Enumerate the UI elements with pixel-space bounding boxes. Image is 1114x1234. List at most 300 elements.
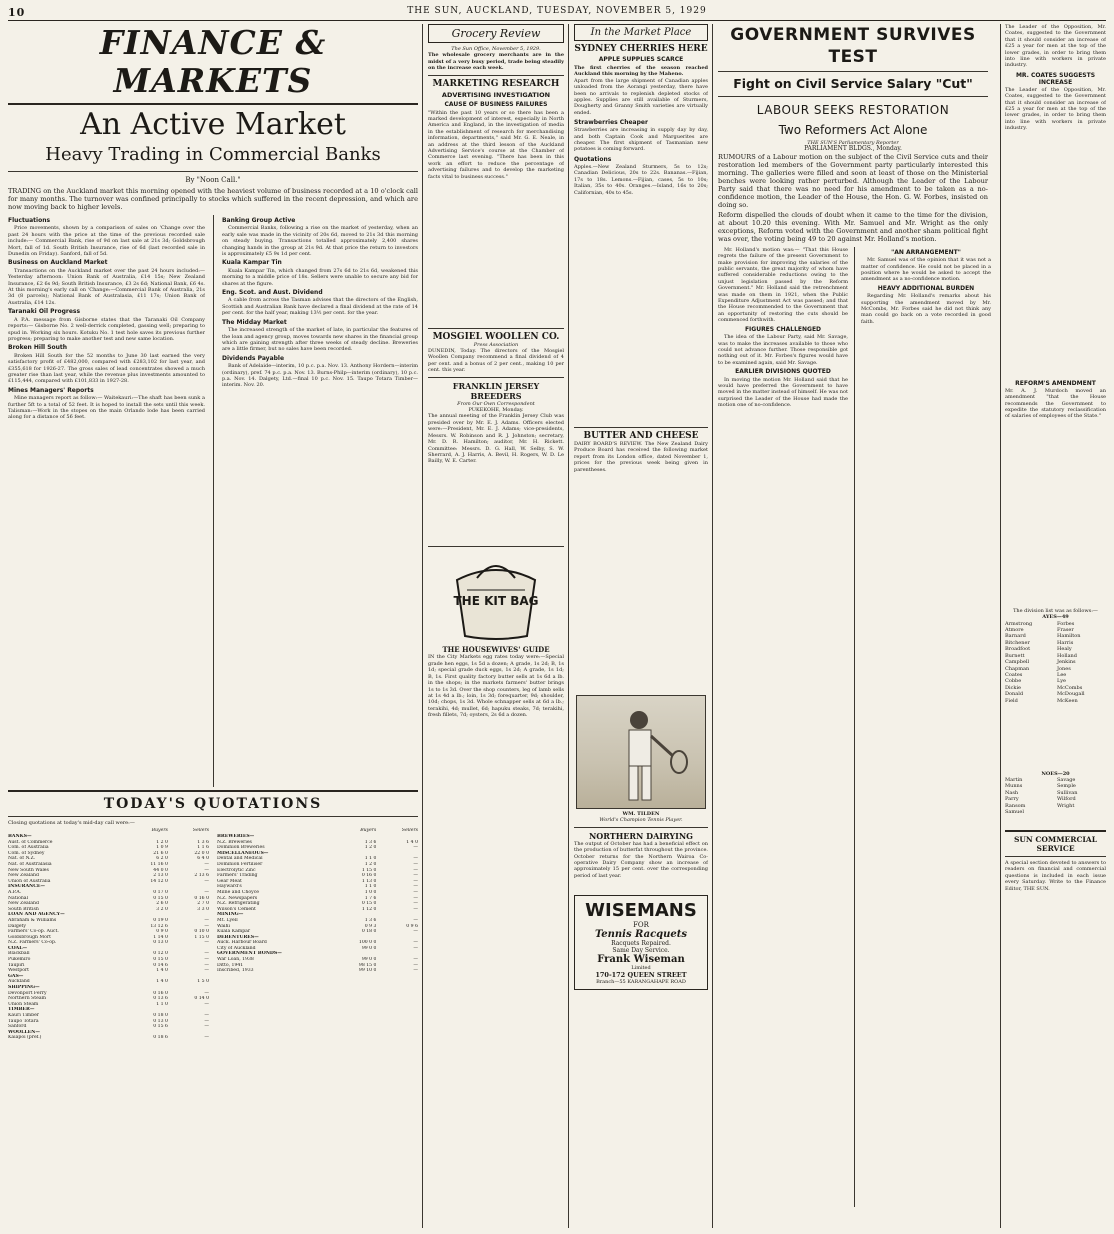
division-member: Lye <box>1057 678 1067 685</box>
quotations-stock: Com. of Sydney <box>8 850 45 856</box>
quotations-price: 22 0 0 <box>194 850 209 856</box>
quotations-price: — <box>413 940 418 946</box>
quotations-stock: Devonport Ferry <box>8 990 47 996</box>
section-title: Fluctuations <box>8 217 51 224</box>
paper-title: THE SUN, AUCKLAND, TUESDAY, NOVEMBER 5, 1929 <box>407 6 707 16</box>
mosgiel-title: MOSGIEL WOOLLEN CO. <box>432 331 560 342</box>
quotations-price: 1 1 0 <box>364 856 377 862</box>
quotations-stock: Gear Meat <box>217 878 242 884</box>
quotations-price: 0 18 0 <box>361 929 377 935</box>
quotations-price: 0 13 0 <box>153 940 168 946</box>
quotations-price: 21 6 0 <box>153 850 168 856</box>
quotations-stock: Dominion Fertiliser <box>217 861 263 867</box>
division-member: Healy <box>1057 646 1072 653</box>
quotations-price: 0 13 0 <box>153 1018 168 1024</box>
quotations-price: 1 1 6 <box>197 845 209 851</box>
market-place-header: In the Market Place <box>574 24 708 41</box>
commercial-rule-2 <box>1005 856 1106 857</box>
quotations-stock: N.Z. Breweries <box>217 839 252 845</box>
section-title: Quotations <box>574 155 612 163</box>
quotations-price: — <box>413 929 418 935</box>
division-member: Lee <box>1057 671 1067 678</box>
quotations-stock: New South Wales <box>8 867 49 873</box>
division-member: Savage <box>1057 777 1076 784</box>
government-subheadline: Fight on Civil Service Salary "Cut" <box>733 76 973 91</box>
tilden-photo <box>576 695 706 809</box>
division-member: Donald <box>1005 691 1024 698</box>
quotations-price: — <box>413 889 418 895</box>
quotations-price: 0 13 6 <box>153 996 168 1002</box>
division-member: Campbell <box>1005 659 1030 666</box>
commercial-service-title: SUN COMMERCIAL SERVICE <box>1013 835 1098 854</box>
section-title: Eng. Scot. and Aust. Dividend <box>221 289 323 297</box>
section-title: Taranaki Oil Progress <box>8 308 81 316</box>
kitbag-title: THE HOUSEWIVES' GUIDE <box>442 645 550 655</box>
division-member: Semple <box>1057 783 1076 790</box>
section-body: Kuala Kampar Tin, which changed from 27s 6d to 21s 6d, weakened this morning to a middle price of 18s. Sellers were unable to secure any bid for shares at the figure. <box>221 267 418 287</box>
section-title: HEAVY ADDITIONAL BURDEN <box>877 284 975 292</box>
butter-title: BUTTER AND CHEESE <box>583 430 699 441</box>
government-col-b <box>861 247 991 1207</box>
quotations-rule-2 <box>8 816 418 817</box>
quotations-stock: Farmers' Co-op. Auct. <box>8 929 59 935</box>
quotations-price: — <box>204 1024 209 1030</box>
quotations-price: 6 4 0 <box>197 856 209 862</box>
quotations-price: 0 15 0 <box>153 957 168 963</box>
quotations-price: — <box>413 867 418 873</box>
franklin-title: FRANKLIN JERSEY BREEDERS <box>452 380 540 401</box>
section-body: Commercial Banks, following a rise on the market of yesterday, when an early sale was made in the vicinity of 20s 6d, moved to 21s 3d this morning on steady buying. Transactions totalled approximately 2,400 shares changing hands in the group at 21s 9d. At that price the return to investors is approximately £5 9s 1d per cent. <box>221 225 418 258</box>
noes-title: NOES—20 <box>1041 770 1070 777</box>
quotations-stock: Waihi <box>217 923 230 929</box>
quotations-table <box>8 828 418 1228</box>
section-title: Mines Managers' Reports <box>8 386 94 394</box>
section-body: A cable from across the Tasman advises that the directors of the English, Scottish and Australian Bank have declared a final dividend at the rate of 14 per cent. for the half year, making 13½ per cent. for the year. <box>221 297 418 317</box>
quotations-price: 1 14 0 <box>153 934 168 940</box>
quotations-stock: Hayward's <box>217 884 242 890</box>
tennis-player-illustration <box>577 696 705 808</box>
quotations-price: 0 9 3 <box>364 923 377 929</box>
ad-brand: WISEMANS <box>585 899 697 921</box>
quotations-price: 99 0 0 <box>361 945 377 951</box>
finance-banner: FINANCE & MARKETS <box>99 24 327 100</box>
division-member: Coates <box>1005 671 1023 678</box>
section-title: Banking Group Active <box>221 217 296 224</box>
kitbag-logo <box>437 550 555 642</box>
quotations-stock: N.Z. Farmers' Co-op. <box>8 940 57 946</box>
quotations-price: — <box>413 884 418 890</box>
quotations-stock: New Zealand <box>8 873 39 879</box>
finance-lead: TRADING on the Auckland market this morning opened with the heaviest volume of business recorded at a 10 o'clock call for many months. The turnover was confined principally to stocks which suffered in the recent depression, and which are now moving back to higher levels. <box>8 187 418 211</box>
quotations-stock: Auckland <box>8 979 30 985</box>
quotations-stock: N.Z. Refrigerating <box>217 901 260 907</box>
quotations-price: 100 0 0 <box>358 940 377 946</box>
quotations-price: 1 3 6 <box>364 839 377 845</box>
government-deck: LABOUR SEEKS RESTORATION <box>756 103 950 117</box>
quotations-price: 0 18 6 <box>153 1035 168 1041</box>
division-member: Nash <box>1005 789 1019 796</box>
division-member: Dickie <box>1005 684 1021 691</box>
market-place-body: Apart from the large shipment of Canadian apples unloaded from the Aorangi yesterday, there have been no arrivals to replenish depleted stocks of apples. Supplies are still available of Sturmers, Dougherty and Granny Smith varieties are virtually ended. <box>574 77 708 116</box>
ad-branch: Branch—55 KARANGAHAPE ROAD <box>596 978 686 985</box>
quotations-stock: Blackball <box>8 951 30 957</box>
grocery-header: Grocery Review <box>428 24 564 43</box>
finance-rule-mid <box>8 171 418 172</box>
division-member: Samuel <box>1005 809 1024 816</box>
quotations-price: 1 7 6 <box>364 895 377 901</box>
quotations-price: 0 17 0 <box>153 889 168 895</box>
quotations-stock: Abraham & Williams <box>8 917 57 923</box>
quotations-stock: Pukemiro <box>8 957 31 963</box>
section-body: Broken Hill South for the 52 months to June 30 last earned the very satisfactory profit of £482,000, compared with £283,102 for last year, and £355,618 for 1926-27. The gross sales of lead concentrates showed a much greater rise than last year, while the revenue plus investments amounted to £115,444, compared with £101,833 in 1927-28. <box>8 352 205 385</box>
quotations-group-name: SHIPPING— <box>8 985 40 991</box>
quotations-price: 3 2 0 <box>156 906 168 912</box>
quotations-price: 1 0 0 <box>364 889 377 895</box>
division-member: Broadfoot <box>1005 646 1031 653</box>
finance-headline: An Active Market <box>80 107 346 142</box>
division-member: Ransom <box>1005 802 1026 809</box>
quotations-price: 0 15 6 <box>153 1024 168 1030</box>
quotations-price: 0 12 0 <box>153 951 168 957</box>
quotations-title: TODAY'S QUOTATIONS <box>103 796 323 812</box>
quotations-price: 1 12 0 <box>361 906 377 912</box>
grocery-lead: The wholesale grocery merchants are in the midst of a very busy period, trade being steadily on the increase each week. <box>428 52 564 72</box>
ad-product: Tennis Racquets <box>594 928 688 940</box>
market-place-title: SYDNEY CHERRIES HERE <box>574 44 708 54</box>
quotations-stock: Inscribed, 1933 <box>217 968 254 974</box>
quotations-group-name: WOOLLEN— <box>8 1029 40 1035</box>
quotations-rule <box>8 790 418 792</box>
quotations-column-header: Buyers <box>151 828 168 834</box>
quotations-price: 1 2 0 <box>364 861 377 867</box>
quotations-price: — <box>413 962 418 968</box>
quotations-price: 1 15 0 <box>361 867 377 873</box>
commercial-service-body: A special section devoted to answers to readers on financial and commercial questions is included in each issue every Saturday. Write to the Finance Editor, THE SUN. <box>1005 860 1106 892</box>
section-body: The increased strength of the market of late, in particular the features of the loan and agency group, moves towards new shares in the financial group which are gaining strength after three weeks of steady decline. Breweries are a little firmer, but no sales have been recorded. <box>221 327 418 353</box>
quotations-row <box>217 968 418 974</box>
quotations-price: 0 9 6 <box>406 923 418 929</box>
section-title: Broken Hill South <box>8 344 68 352</box>
division-member: Barnard <box>1005 633 1026 640</box>
section-body-ext: The Leader of the Opposition, Mr. Coates, suggested to the Government that it should consider an increase of £25 a year for men at the top of the lower grades, in order to bring them into line with workers in private industry. <box>1005 86 1106 132</box>
quotations-price: — <box>413 856 418 862</box>
quotations-price: — <box>413 845 418 851</box>
gov-rule <box>718 71 988 72</box>
government-lead: RUMOURS of a Labour motion on the subject of the Civil Service cuts and their restoration led members of the Government party particularly interested this morning. The galleries were filled and soon at least of those on the Ministerial benches were looking rather perturbed. Although the Leader of the Labour Party said that there was no need for his amendment to be taken as a no-confidence motion, the Leader of the House, the Hon. G. W. Forbes, insisted on doing so. <box>718 152 988 209</box>
section-body: Transactions on the Auckland market over the past 24 hours included:— Yesterday afternoon: Union Bank of Australia, £14 15s; New Zealand Insurance, £2 6s 9d; South British Insurance, £3 2s 6d; National Bank, £6 4s. At this morning's early call on 'Change:—Commercial Bank of Australia, 21s 3d (8 parcels); National Bank of Australasia, £11 17s; Union Bank of Australia, £14 12s. <box>8 267 205 306</box>
commercial-rule <box>1005 830 1106 832</box>
quotations-price: 98 15 0 <box>358 962 377 968</box>
quotations-price: — <box>204 940 209 946</box>
division-member: Harris <box>1057 639 1074 646</box>
quotations-price: 11 16 0 <box>150 861 168 867</box>
quotations-price: 2 7 0 <box>197 901 209 907</box>
quotations-group-name: GOVERNMENT BONDS— <box>217 951 282 957</box>
quotations-stock: Aust. of Commerce <box>8 839 53 845</box>
quotations-price: — <box>413 873 418 879</box>
division-member: Fraser <box>1057 627 1074 634</box>
quotations-price: 1 2 0 <box>156 839 168 845</box>
division-member: Atmore <box>1005 627 1024 634</box>
quotations-group-name: MISCELLANEOUS— <box>217 850 269 856</box>
section-body: Strawberries are increasing in supply day by day, and both Captain Cook and Marguerites are cheaper. The first shipment of Tasmanian new potatoes is coming forward. <box>574 127 708 153</box>
ad-address: 170-172 QUEEN STREET <box>595 970 687 979</box>
wisemans-ad[interactable] <box>574 895 708 990</box>
quotations-price: — <box>204 867 209 873</box>
government-byline: THE SUN'S Parliamentary Reporter <box>807 140 899 146</box>
quotations-group-name: INSURANCE— <box>8 884 46 890</box>
franklin-dateline: PUKEKOHE, Monday. <box>468 407 524 414</box>
quotations-price: 0 19 0 <box>153 917 168 923</box>
quotations-price: 0 10 0 <box>194 929 209 935</box>
division-member: McKeen <box>1057 697 1078 704</box>
quotations-grid <box>8 828 209 1041</box>
quotations-price: 1 0 9 <box>156 845 168 851</box>
section-title: Kuala Kampar Tin <box>221 259 282 267</box>
photo-caption-name: WM. TILDEN <box>622 810 660 817</box>
column-rule <box>712 24 713 1228</box>
quotations-column-header: Sellers <box>192 828 209 834</box>
division-member: Jones <box>1057 665 1071 672</box>
quotations-stock: Dental and Medical <box>217 856 263 862</box>
government-section <box>718 24 1106 1228</box>
quotations-price: 14 12 0 <box>150 878 168 884</box>
quotations-stock: Milne and Choyce <box>217 889 260 895</box>
quotations-stock: Nat. of Australasia <box>8 861 52 867</box>
finance-col-divider <box>213 215 214 787</box>
quotations-price: — <box>204 861 209 867</box>
quotations-price: — <box>413 917 418 923</box>
ad-line2: Same Day Service. <box>612 946 670 954</box>
quotations-price: 6 2 0 <box>156 856 168 862</box>
quotations-price: — <box>413 906 418 912</box>
quotations-stock: Goldsbrough Mort <box>8 934 51 940</box>
quotations-stock: Kauri Timber <box>8 1013 39 1018</box>
quotations-price: — <box>204 889 209 895</box>
quotations-row <box>8 1035 209 1041</box>
quotations-stock: Kuala Kampar <box>217 929 251 935</box>
quotations-column-header: Sellers <box>401 828 418 834</box>
ad-limited: Limited <box>631 964 651 971</box>
grocery-rule <box>428 75 564 76</box>
quotations-price: 99 10 0 <box>358 968 377 974</box>
division-member: Forbes <box>1057 620 1075 627</box>
section-title: EARLIER DIVISIONS QUOTED <box>735 368 831 376</box>
division-column <box>1005 777 1053 827</box>
division-member: Wright <box>1057 802 1075 809</box>
ad-for: FOR <box>633 920 649 929</box>
division-member: Wilford <box>1057 796 1076 803</box>
quotations-price: 44 0 0 <box>153 867 168 873</box>
government-body: Mr. Holland's motion was:— "That this House regrets the failure of the present Government to make provision for improving the salaries of the public servants, the great majority of whom have suffered considerable reductions owing to the unjust legislation passed by the Reform Government." Mr. Holland said the retrenchment was made on them in 1921, when the Public Expenditure Adjustment Act was passed; and that the House recommended to the Government that an opportunity of restoring the cuts should be commenced forthwith. <box>718 246 848 324</box>
finance-section <box>8 24 418 1228</box>
quotations-stock: Nat. of N.Z. <box>8 856 36 862</box>
finance-col-right <box>222 215 418 787</box>
quotations-price: — <box>204 951 209 957</box>
quotations-grid <box>217 828 418 973</box>
section-body: Mine managers report as follow:— Waitekauri:—The shaft has been sunk a further 5ft to a total of 52 feet. It is hoped to install the sets until this week. Talisman:—Work in the stopes on the main Orlando lode has been carried along for a distance of 56 feet. <box>8 395 205 421</box>
quotations-stock: Kaiapoi (pref.) <box>8 1035 42 1041</box>
market-rule-2 <box>574 827 708 828</box>
quotations-price: 0 18 0 <box>153 1013 168 1018</box>
division-member: Bitchener <box>1005 639 1030 646</box>
finance-columns <box>8 215 418 787</box>
quotations-price: — <box>204 923 209 929</box>
quotations-column-header: Buyers <box>360 828 377 834</box>
division-member: Field <box>1005 697 1018 704</box>
section-body: Apples.—New Zealand Sturmers, 5s to 12s; Canadian Delicious, 20s to 22s. Bananas.—Fijian, 17s to 18s. Lemons.—Fijian, cases, 5s to 10s; Italian, 35s to 40s. Oranges.—Island, 16s to 20s; Californian, 40s to 45s. <box>574 163 708 196</box>
marketing-body: "Within the past 10 years or so there has been a marked development of interest, especially in North America and England, in the investigation of media in the establishment of research for merchandising information, departments," said Mr. G. E. Neale, in an address at the third lesson of the Auckland Advertising Service's course at the Chamber of Commerce last evening. "There has been in this work an effort to reduce the percentage of advertising failures and to develop the marketing facts vital to business success." <box>428 109 564 180</box>
quotations-price: — <box>413 901 418 907</box>
division-column <box>1005 621 1053 771</box>
quotations-col <box>8 828 209 1228</box>
division-column <box>1057 621 1105 771</box>
quotations-price: 1 3 6 <box>364 917 377 923</box>
grocery-rule-3 <box>428 377 564 378</box>
government-col-c <box>1000 24 1106 1228</box>
northern-dairying-body: The output of October has had a beneficial effect on the production of butterfat throughout the province. October returns for the Northern Wairoa Co-operative Dairy Company show an increase of approximately 15 per cent. over the corresponding period of last year. <box>574 840 708 879</box>
division-member: Cobbe <box>1005 678 1022 685</box>
quotations-price: — <box>204 968 209 974</box>
division-member: Parry <box>1005 796 1019 803</box>
quotations-stock: City of Auckland <box>217 945 256 951</box>
quotations-stock: Northern Steam <box>8 996 46 1002</box>
section-body: A P.A. message from Gisborne states that the Taranaki Oil Company reports:— Gisborne No. 2 well-derrick completed, gassing well; preparing to spud in. Working six hours. Kotuku No. 1 test hole saves its previous further progress; preparing to make another test and new same location. <box>8 316 205 342</box>
quotations-price: 1 1 0 <box>156 1001 168 1007</box>
quotations-group-name: BANKS— <box>8 834 32 839</box>
ayes-title: AYES—49 <box>1042 614 1069 621</box>
section-title: Strawberries Cheaper <box>574 119 648 127</box>
quotations-price: — <box>204 962 209 968</box>
quotations-price: — <box>413 861 418 867</box>
quotations-price: 1 5 0 <box>197 979 209 985</box>
quotations-stock: Auck. Harbour Board <box>217 940 267 946</box>
section-body: Mr. A. J. Murdoch moved an amendment "that the House recommends the Government to expedite the statutory reclassification of salaries of employees of the State." <box>1005 387 1106 420</box>
market-rule <box>574 427 708 428</box>
quotations-price: 1 4 0 <box>156 968 168 974</box>
quotations-price: 0 16 0 <box>361 873 377 879</box>
quotations-group-name: GAS— <box>8 973 24 979</box>
quotations-price: — <box>413 968 418 974</box>
quotations-price: — <box>413 878 418 884</box>
quotations-stock: Mt. Lyell <box>217 917 238 923</box>
quotations-price: — <box>204 1018 209 1024</box>
quotations-stock: Taupo Totara <box>8 1018 39 1024</box>
masthead <box>8 4 1106 21</box>
division-noes-list <box>1005 777 1106 827</box>
section-body: Bank of Adelaide—interim, 10 p.c. p.a. Nov. 13. Anthony Hordern—interim (ordinary), pref. 74 p.c. p.a. Nov. 13. Burns-Philp—interim (ordinary), 10 p.c. p.a. Nov. 14. Dalgety, Ltd.—final 10 p.c. Nov. 15. Taupo Totara Timber—interim. Nov. 20. <box>221 363 418 389</box>
section-title: MR. COATES SUGGESTS INCREASE <box>1015 71 1096 86</box>
quotations-price: 1 15 0 <box>194 934 209 940</box>
market-place-subtitle: APPLE SUPPLIES SCARCE <box>598 56 684 63</box>
column-rule <box>568 24 569 1228</box>
ad-line1: Racquets Repaired. <box>611 939 671 947</box>
column-rule <box>422 24 423 1228</box>
finance-subheadline: Heavy Trading in Commercial Banks <box>45 144 381 165</box>
gov-col-divider <box>854 247 855 1207</box>
government-lead2: Reform dispelled the clouds of doubt when it came to the time for the division, at about 10.20 this evening. With Mr. Samuel and Mr. Wright as the only exceptions, Reform voted with the Government and another sham political fight was over, the voting being 49 to 20 against Mr. Holland's motion. <box>718 210 988 243</box>
division-member: Hamilton <box>1057 633 1081 640</box>
quotations-price: 1 4 0 <box>406 839 418 845</box>
marketing-title: MARKETING RESEARCH <box>432 78 560 89</box>
quotations-price: 0 15 0 <box>153 895 168 901</box>
section-title: Dividends Payable <box>221 354 285 362</box>
quotations-group-name: LOAN AND AGENCY— <box>8 912 65 918</box>
quotations-price: 2 6 0 <box>156 901 168 907</box>
quotations-intro: Closing quotations at today's mid-day call were:— <box>8 820 135 826</box>
photo-caption-title: World's Champion Tennis Player. <box>599 817 683 824</box>
quotations-stock: Westport <box>8 968 30 974</box>
mosgiel-subtitle: Press Association <box>473 341 519 348</box>
quotations-stock: Electrolytic Zinc <box>217 867 256 873</box>
mosgiel-body: DUNEDIN, Today. The directors of the Mosgiel Woollen Company recommend a final dividend of 4 per cent. and a bonus of 2 per cent., making 10 per cent. this year. <box>428 348 564 374</box>
quotations-stock: Union Steam <box>8 1001 39 1007</box>
finance-byline: By "Noon Call." <box>185 176 241 184</box>
finance-col-left <box>8 215 205 787</box>
division-intro: The division list was as follows:— <box>1013 607 1098 614</box>
division-member: McCombs <box>1057 684 1083 691</box>
quotations-stock: Farmers' Trading <box>217 873 258 879</box>
division-member: Jenkins <box>1057 659 1076 666</box>
division-list <box>1005 621 1106 771</box>
quotations-stock: South British <box>8 906 39 912</box>
quotations-price: 2 13 0 <box>153 873 168 879</box>
quotations-stock: Com. of Australia <box>8 845 49 851</box>
quotations-price: — <box>204 1001 209 1007</box>
section-title: "AN ARRANGEMENT" <box>891 248 961 256</box>
grocery-office-note: The Sun Office, November 5, 1929. <box>451 46 541 52</box>
quotations-stock: New Zealand <box>8 901 39 907</box>
quotations-price: — <box>204 878 209 884</box>
quotations-price: 3 3 0 <box>197 906 209 912</box>
government-deck2: Two Reformers Act Alone <box>778 123 928 137</box>
section-body: Regarding Mr. Holland's remarks about his supporting the amendment moved by Mr. McCombs, Mr. Forbes said he did not think any man could go back on a vote recorded in good faith. <box>861 293 991 325</box>
quotations-col <box>217 828 418 1228</box>
quotations-group-name: DEBENTURES— <box>217 934 259 940</box>
ad-name: Frank Wiseman <box>597 953 685 965</box>
section-body: Price movements, shown by a comparison of sales on 'Change over the past 24 hours with the price at the time of the previous recorded sale include:— Commercial Bank, rise of 9d on last sale at 21s 3d; Goldsbrough Mort, fall of 1d. South British Insurance, rise of 6d (last recorded sale in Dunedin on Friday). Sanford, fall of 5d. <box>8 225 205 258</box>
division-member: Sullivan <box>1057 789 1078 796</box>
grocery-section <box>428 24 564 1228</box>
division-member: Armstrong <box>1005 620 1033 627</box>
quotations-price: 1 13 0 <box>361 878 377 884</box>
section-body: The Leader of the Opposition, Mr. Coates, suggested to the Government that it should consider an increase of £25 a year for men at the top of the lower grades, in order to bring them into line with workers in private industry. <box>1005 24 1106 69</box>
quotations-price: — <box>413 895 418 901</box>
section-title: REFORM'S AMENDMENT <box>1015 379 1096 387</box>
kitbag-body: IN the City Markets egg rates today were:—Special grade hen eggs, 1s 5d a dozen; A grade, 1s 2d; B, 1s 1d; special grade duck eggs, 1s 2d; A grade, 1s 1d; B, 1s. First quality factory butter sells at 1s 6d a lb. in the shops; in the markets farmers' butter brings 1s to 1s 3d. Over the shop counters, leg of lamb sells at 1s 4d a lb.; loin, 1s 3d; forequarter, 9d; shoulder, 10d; chops, 1s 3d. Whole schnapper sells at 6d a lb.; terakihi, 4d; mullet, 6d; hapuku steaks, 7d; terakihi, fresh fillets, 7d; oysters, 2s 6d a dozen. <box>428 654 564 719</box>
quotations-price: — <box>413 945 418 951</box>
government-headline: GOVERNMENT SURVIVES TEST <box>730 25 976 67</box>
page-number: 10 <box>8 6 26 19</box>
division-member: Holland <box>1057 652 1077 659</box>
quotations-price: — <box>413 957 418 963</box>
gov-rule-2 <box>718 96 988 97</box>
quotations-price: 1 1 0 <box>364 884 377 890</box>
northern-dairying-title: NORTHERN DAIRYING <box>588 830 694 841</box>
government-col-a <box>718 247 848 1207</box>
section-title: FIGURES CHALLENGED <box>744 325 822 333</box>
government-dateline: PARLIAMENT BLDGS., Monday. <box>804 145 902 153</box>
quotations-stock: War Loan, 1938 <box>217 957 254 963</box>
kitbag-logo-text: THE KIT BAG <box>453 594 539 609</box>
quotations-price: — <box>204 917 209 923</box>
quotations-price: 0 16 0 <box>153 990 168 996</box>
division-column <box>1057 777 1105 827</box>
franklin-body: The annual meeting of the Franklin Jersey Club was presided over by Mr. E. J. Adams. Officers elected were:—President, Mr. E. J. Adams; vice-presidents, Messrs. W. Robinson and R. J. Johnston; secretary, Mr. D. R. Hamilton; auditor, Mr. H. Rickett. Committee: Messrs. D. G. Hall, W. Selby, S. W. Sherrard, A. J. Harris, A. Bevil, H. Rogers, W. D. Le Bailly, W. E. Carter. <box>428 413 564 465</box>
section-body: Mr. Samuel was of the opinion that it was not a matter of confidence. He could not be placed in a position where he would be asked to accept the amendment as a no-confidence motion. <box>861 257 991 283</box>
quotations-stock: Dominion Breweries <box>217 845 265 851</box>
division-member: Burnett <box>1005 652 1025 659</box>
